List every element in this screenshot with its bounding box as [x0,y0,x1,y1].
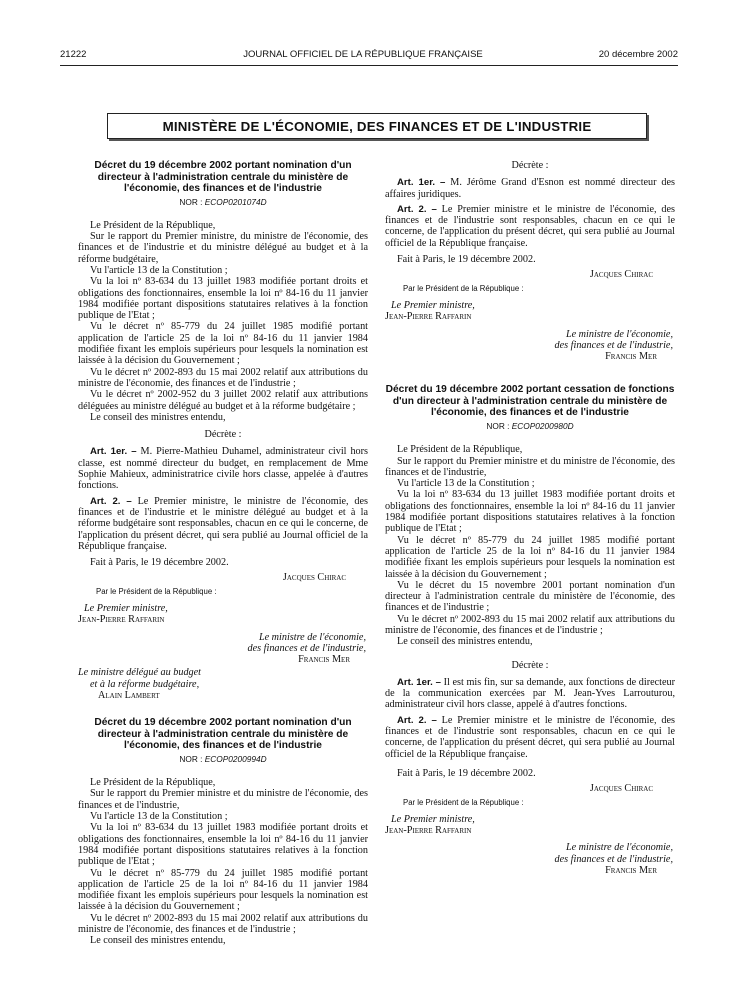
decree-3 [385,384,675,876]
prime-minister-signature: Le Premier ministre, Jean-Pierre Raffarin [78,603,168,626]
budget-minister-signature: Le ministre délégué au budget et à la réforme budgétaire, Alain Lambert [78,667,201,702]
paragraph: Sur le rapport du Premier ministre et du ministre de l'économie, des finances et de l'industrie, [385,455,675,478]
nor-reference: NOR : ECOP0200994D [179,753,267,764]
paragraph: Le conseil des ministres entendu, [90,411,226,423]
decree-2-start [78,717,368,946]
minister-signature: Le ministre de l'économie, des finances et de l'industrie, Francis Mer [554,328,673,363]
minister-signature: Le ministre de l'économie, des finances et de l'industrie, Francis Mer [554,842,673,877]
ministry-banner [107,113,647,139]
article-1: Art. 1er. – M. Pierre-Mathieu Duhamel, administrateur civil hors classe, est nommé directeur du budget, en remplacement de Mme Sophie Mahieux, administratrice civile hors classe, appelée à d'autres fonctions. [78,446,369,492]
prime-minister-signature: Le Premier ministre, Jean-Pierre Raffarin [385,299,475,323]
paragraph: Le Président de la République, [397,444,523,456]
decree-title: Décret du 19 décembre 2002 portant nomination d'un directeur à l'administration centrale du ministère de l'économie, des finances et de l'industrie [94,160,352,194]
right-column [385,160,675,876]
paragraph: Vu le décret nº 85-779 du 24 juillet 1985 modifié portant application de l'article 25 de la loi nº 84-16 du 11 janvier 1984 modifiée fixant les emplois supérieurs pour lesquels la nomination est laissée à la décision du Gouvernement ; [78,867,368,913]
article-2: Art. 2. – Le Premier ministre et le ministre de l'économie, des finances et de l'industrie sont responsables, chacun en ce qui le concerne, de l'application du présent décret, qui sera publié au Journal officiel de la République française. [385,203,675,249]
article-1: Art. 1er. – Il est mis fin, sur sa demande, aux fonctions de directeur de la communication exercées par M. Jean-Yves Larrouturou, administrateur civil hors classe, appelé à d'autres fonctions. [385,676,675,711]
nor-reference: NOR : ECOP0201074D [179,196,267,207]
article-2: Art. 2. – Le Premier ministre et le ministre de l'économie, des finances et de l'industrie sont responsables, chacun en ce qui le concerne, de l'application du présent décret, qui sera publié au Journal officiel de la République française. [385,714,675,760]
paragraph: Vu le décret nº 2002-893 du 15 mai 2002 relatif aux attributions du ministre de l'économie, des finances et de l'industrie ; [78,912,368,936]
decree-2-continued [385,160,675,362]
minister-signature: Le ministre de l'économie, des finances et de l'industrie, Francis Mer [247,631,366,666]
paragraph: Vu l'article 13 de la Constitution ; [90,264,228,276]
decrete-label: Décrète : [204,429,242,441]
paragraph: Sur le rapport du Premier ministre, du ministre de l'économie, des finances et de l'industrie et du ministre délégué au budget et à la réforme budgétaire, [78,231,368,265]
prime-minister-signature: Le Premier ministre, Jean-Pierre Raffarin [385,813,475,837]
decrete-label: Décrète : [511,659,549,671]
place-date: Fait à Paris, le 19 décembre 2002. [90,557,229,569]
par-le-president: Par le Président de la République : [96,586,217,596]
par-le-president: Par le Président de la République : [403,797,524,807]
paragraph: Vu le décret nº 2002-893 du 15 mai 2002 relatif aux attributions du ministre de l'économie, des finances et de l'industrie ; [78,366,368,389]
ministry-title: MINISTÈRE DE L'ÉCONOMIE, DES FINANCES ET DE L'INDUSTRIE [162,118,592,134]
article-1: Art. 1er. – M. Jérôme Grand d'Esnon est nommé directeur des affaires juridiques. [385,177,675,200]
paragraph: Vu la loi nº 83-634 du 13 juillet 1983 modifiée portant droits et obligations des fonctionnaires, ensemble la loi nº 84-16 du 11 janvier 1984 modifiée portant dispositions statutaires relatives à la fonction publique de l'Etat ; [78,822,368,868]
paragraph: Vu le décret du 15 novembre 2001 portant nomination d'un directeur à l'administration centrale du ministère de l'économie, des finances et de l'industrie ; [385,579,675,614]
paragraph: Vu le décret nº 85-779 du 24 juillet 1985 modifié portant application de l'article 25 de la loi nº 84-16 du 11 janvier 1984 modifiée fixant les emplois supérieurs pour lesquels la nomination est laissée à la décision du Gouvernement ; [78,321,368,367]
president-signature: Jacques Chirac [282,572,346,584]
place-date: Fait à Paris, le 19 décembre 2002. [397,767,536,779]
paragraph: Vu la loi nº 83-634 du 13 juillet 1983 modifiée portant droits et obligations des fonctionnaires, ensemble la loi nº 84-16 du 11 janvier 1984 modifiée portant dispositions statutaires relatives à la fonction publique de l'Etat ; [385,489,675,535]
paragraph: Sur le rapport du Premier ministre et du ministre de l'économie, des finances et de l'industrie, [78,788,368,811]
header-rule [60,65,678,66]
left-column [78,160,368,947]
par-le-president: Par le Président de la République : [403,283,524,293]
place-date: Fait à Paris, le 19 décembre 2002. [397,254,536,266]
paragraph: Le Président de la République, [90,219,216,231]
paragraph: Le conseil des ministres entendu, [90,935,226,947]
nor-code: ECOP0200994D [204,753,267,764]
paragraph: Le conseil des ministres entendu, [397,636,533,648]
nor-code: ECOP0200980D [511,420,574,431]
paragraph: Vu l'article 13 de la Constitution ; [397,478,535,490]
issue-date: 20 décembre 2002 [598,49,678,60]
paragraph: Vu le décret nº 85-779 du 24 juillet 1985 modifié portant application de l'article 25 de la loi nº 84-16 du 11 janvier 1984 modifiée fixant les emplois supérieurs pour lesquels la nomination est laissée à la décision du Gouvernement ; [385,534,675,580]
page-number: 21222 [60,49,87,60]
decree-1 [78,160,368,701]
nor-code: ECOP0201074D [204,196,267,207]
page-header [48,49,678,65]
nor-reference: NOR : ECOP0200980D [486,420,574,431]
decrete-label: Décrète : [511,160,549,171]
decree-title: Décret du 19 décembre 2002 portant nomination d'un directeur à l'administration centrale du ministère de l'économie, des finances et de l'industrie [94,717,352,752]
president-signature: Jacques Chirac [589,783,653,795]
paragraph: Vu le décret nº 2002-952 du 3 juillet 2002 relatif aux attributions déléguées au ministre délégué au budget et à la réforme budgétaire ; [78,389,368,412]
paragraph: Vu le décret nº 2002-893 du 15 mai 2002 relatif aux attributions du ministre de l'économie, des finances et de l'industrie ; [385,613,675,636]
president-signature: Jacques Chirac [589,269,653,281]
paragraph: Le Président de la République, [90,777,216,789]
decree-title: Décret du 19 décembre 2002 portant cessation de fonctions d'un directeur à l'administration centrale du ministère de l'économie, des finances et de l'industrie [385,384,675,419]
paragraph: Vu la loi nº 83-634 du 13 juillet 1983 modifiée portant droits et obligations des fonctionnaires, ensemble la loi nº 84-16 du 11 janvier 1984 modifiée portant dispositions statutaires relatives à la fonction publique de l'Etat ; [78,276,368,322]
article-2: Art. 2. – Le Premier ministre, le ministre de l'économie, des finances et de l'industrie et le ministre délégué au budget et à la réforme budgétaire sont responsables, chacun en ce qui le concerne, de l'application du présent décret, qui sera publié au Journal officiel de la République française. [78,495,368,552]
paragraph: Vu l'article 13 de la Constitution ; [90,811,228,823]
journal-title: JOURNAL OFFICIEL DE LA RÉPUBLIQUE FRANÇAISE [243,49,483,60]
